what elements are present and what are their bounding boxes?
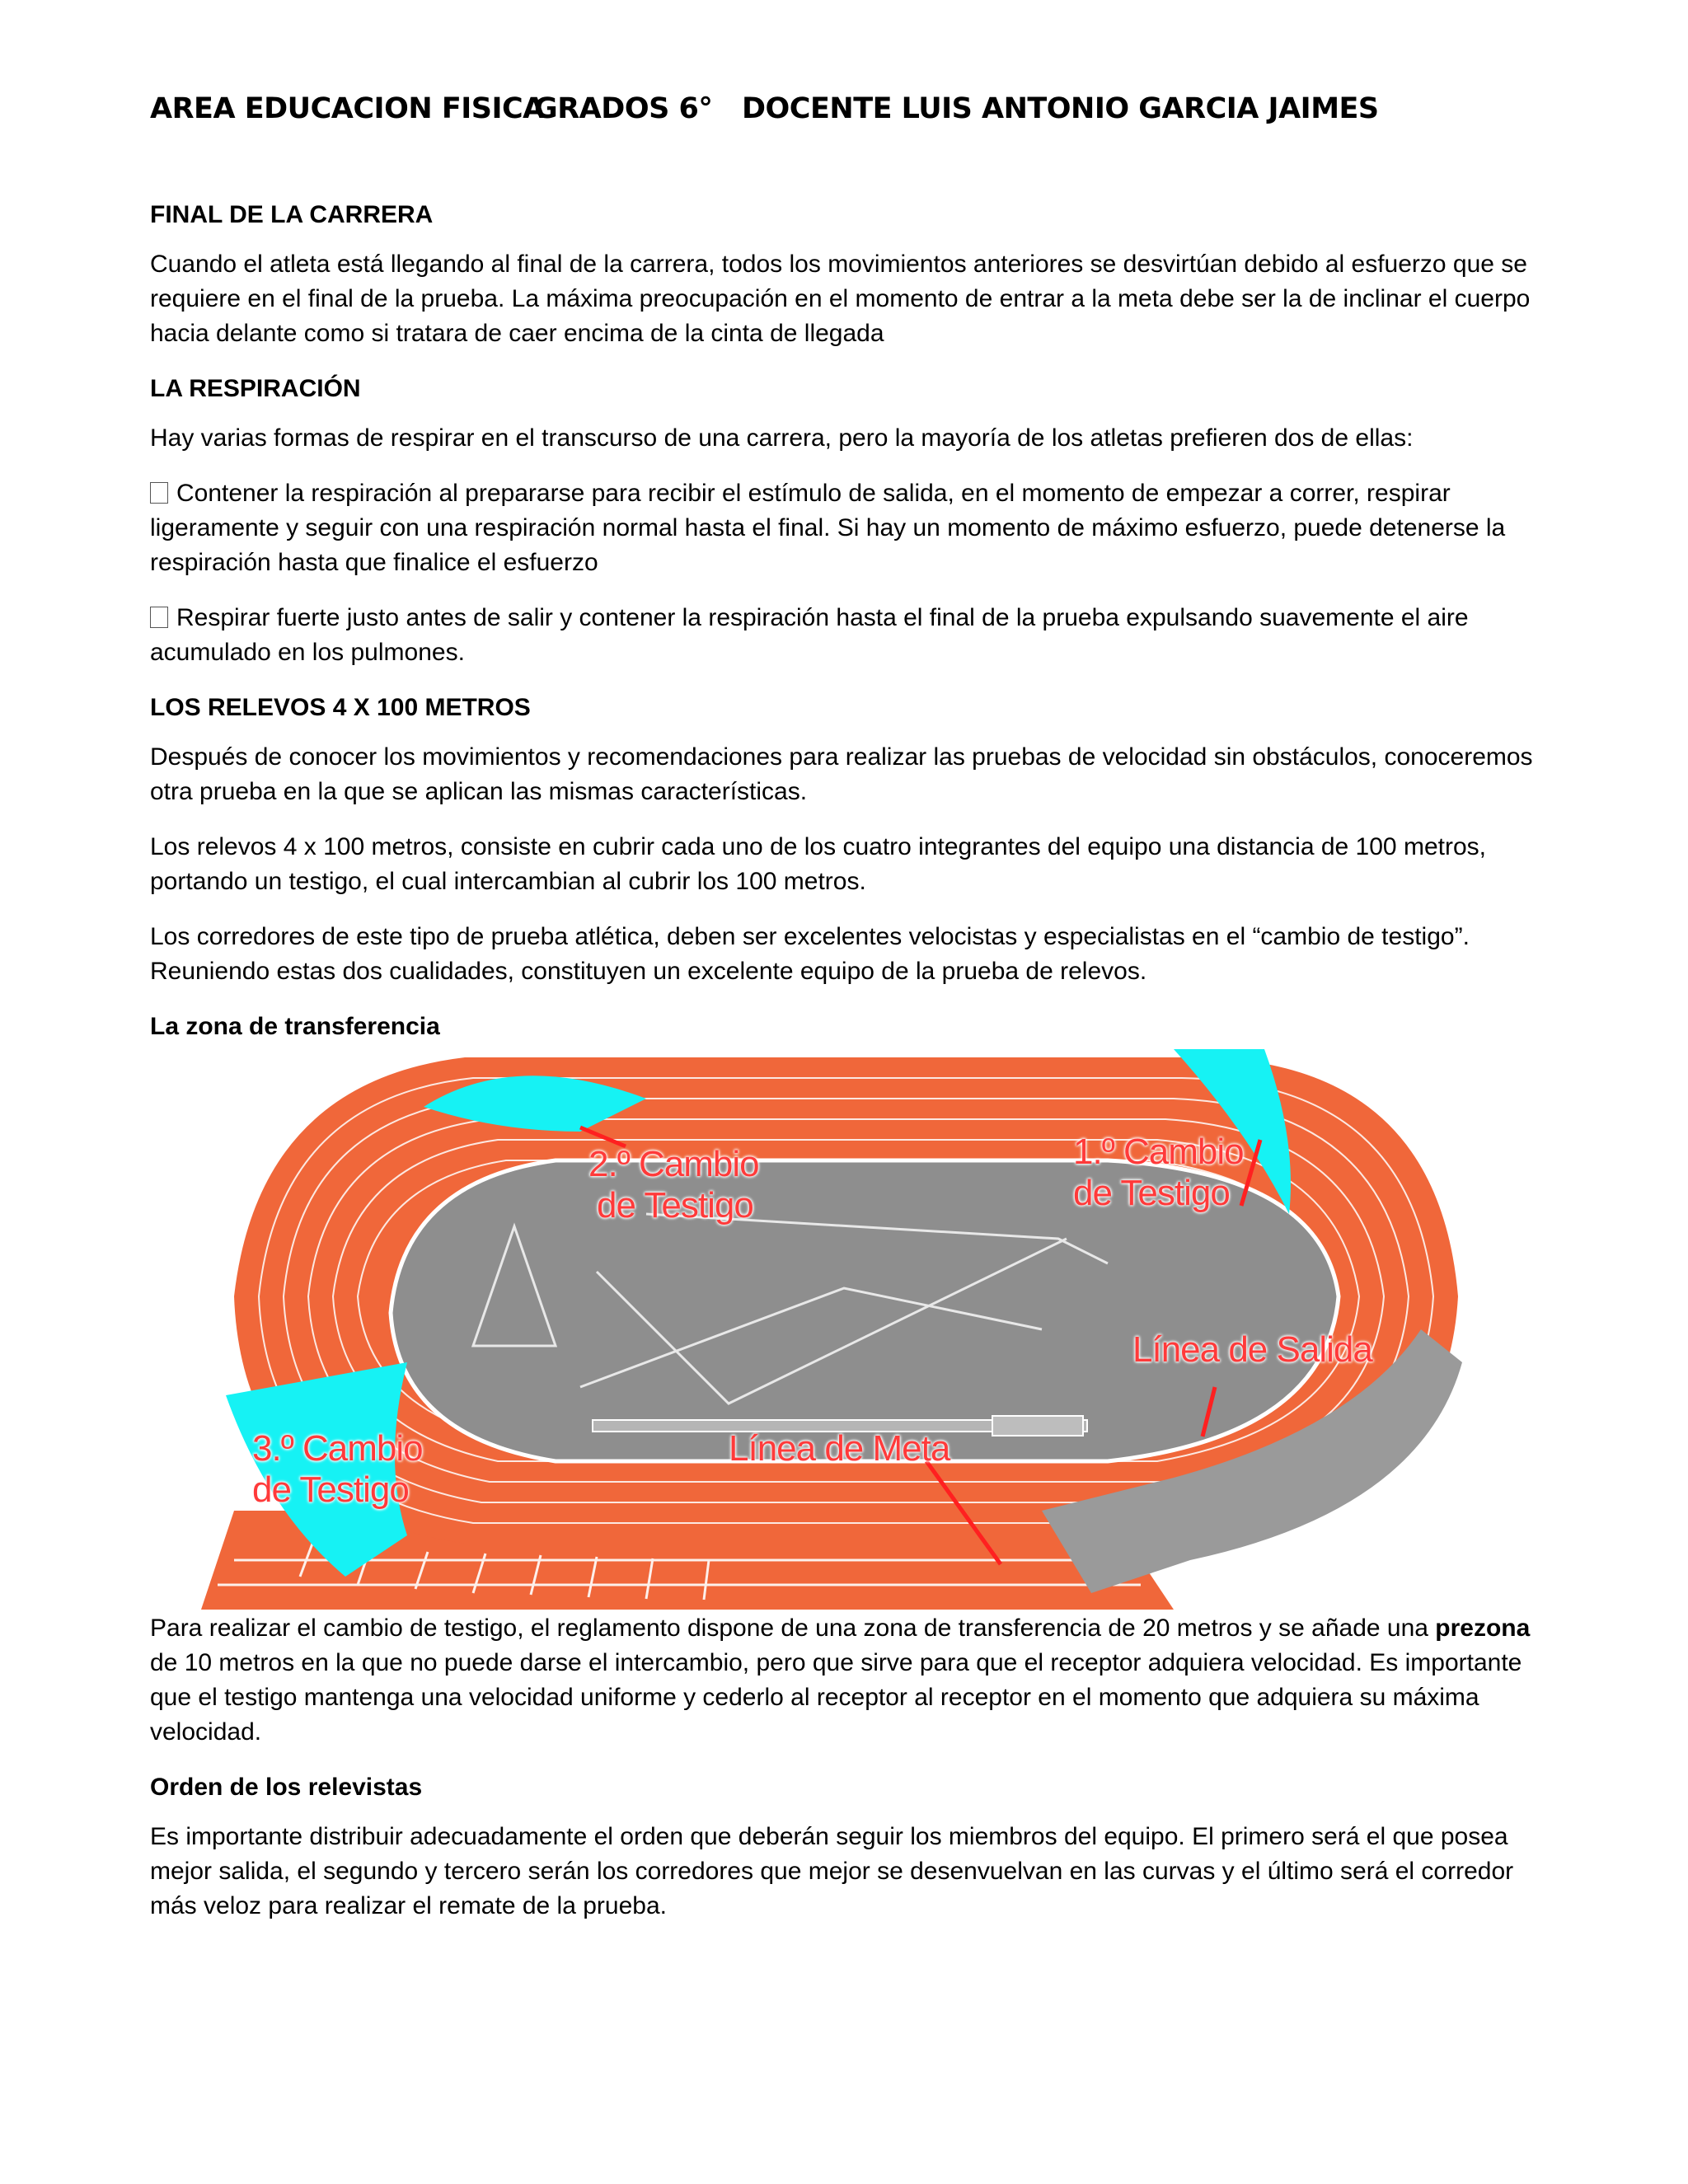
label-cambio-3: 3.º Cambio de Testigo [252, 1428, 423, 1510]
document-header [150, 92, 1551, 125]
paragraph-relevos-3: Los corredores de este tipo de prueba atlética, deben ser excelentes velocistas y especialistas en el “cambio de testigo”. Reuniendo estas dos cualidades, constituyen un excelente equipo de la prueba de relevos. [150, 923, 1470, 985]
header-area: AREA EDUCACION FISICA [150, 92, 545, 125]
paragraph-orden-relevistas: Es importante distribuir adecuadamente el orden que deberán seguir los miembros del equipo. El primero será el que posea mejor salida, el segundo y tercero serán los corredores que mejor se desenvuelvan en las curvas y el último será el corredor más veloz para realizar el remate de la prueba. [150, 1823, 1514, 1919]
paragraph-respiracion-intro: Hay varias formas de respirar en el transcurso de una carrera, pero la mayoría de los atletas prefieren dos de ellas: [150, 424, 1414, 452]
header-docente: DOCENTE LUIS ANTONIO GARCIA JAIMES [742, 92, 1379, 125]
label-cambio-1: 1.º Cambio de Testigo [1073, 1132, 1244, 1213]
label-linea-salida: Línea de Salida [1132, 1329, 1372, 1370]
header-grados: GRADOS 6° [534, 92, 713, 125]
judges-stand [992, 1416, 1083, 1436]
label-linea-meta: Línea de Meta [729, 1428, 950, 1469]
heading-final-carrera: FINAL DE LA CARRERA [150, 201, 434, 228]
document-body [150, 198, 1543, 1944]
heading-zona-transferencia: La zona de transferencia [150, 1013, 440, 1040]
heading-respiracion: LA RESPIRACIÓN [150, 375, 361, 402]
list-item-text: Contener la respiración al prepararse para recibir el estímulo de salida, en el momento de empezar a correr, respirar ligeramente y seguir con una respiración normal hasta el final. Si hay un momento de máximo esfuerzo, puede detenerse la respiración hasta que finalice el esfuerzo [150, 480, 1506, 576]
relay-track-diagram [201, 1049, 1470, 1610]
list-item-text: Respirar fuerte justo antes de salir y contener la respiración hasta el final de la prueba expulsando suavemente el aire acumulado en los pulmones. [150, 604, 1469, 666]
list-item-respiracion-1 [150, 476, 1543, 580]
heading-relevos: LOS RELEVOS 4 X 100 METROS [150, 694, 531, 721]
label-cambio-2: 2.º Cambio de Testigo [588, 1144, 759, 1226]
list-item-respiracion-2 [150, 601, 1543, 670]
paragraph-final-carrera: Cuando el atleta está llegando al final de la carrera, todos los movimientos anteriores se desvirtúan debido al esfuerzo que se requiere en el final de la prueba. La máxima preocupación en el momento de entrar a la meta debe ser la de inclinar el cuerpo hacia delante como si tratara de caer encima de la cinta de llegada [150, 251, 1531, 347]
bold-prezona: prezona [1435, 1615, 1531, 1642]
bullet-box-icon [150, 607, 168, 628]
bullet-box-icon [150, 482, 168, 504]
paragraph-relevos-2: Los relevos 4 x 100 metros, consiste en cubrir cada uno de los cuatro integrantes del equipo una distancia de 100 metros, portando un testigo, el cual intercambian al cubrir los 100 metros. [150, 833, 1486, 895]
paragraph-relevos-1: Después de conocer los movimientos y recomendaciones para realizar las pruebas de velocidad sin obstáculos, conoceremos otra prueba en la que se aplican las mismas características. [150, 743, 1533, 805]
heading-orden-relevistas: Orden de los relevistas [150, 1774, 423, 1801]
paragraph-zona-transferencia: Para realizar el cambio de testigo, el reglamento dispone de una zona de transferencia de 20 metros y se añade una prezona de 10 metros en la que no puede darse el intercambio, pero que sirve para que el receptor adquiera velocidad. Es importante que el testigo mantenga una velocidad uniforme y cederlo al receptor al receptor en el momento que adquiera su máxima velocidad. [150, 1615, 1531, 1746]
